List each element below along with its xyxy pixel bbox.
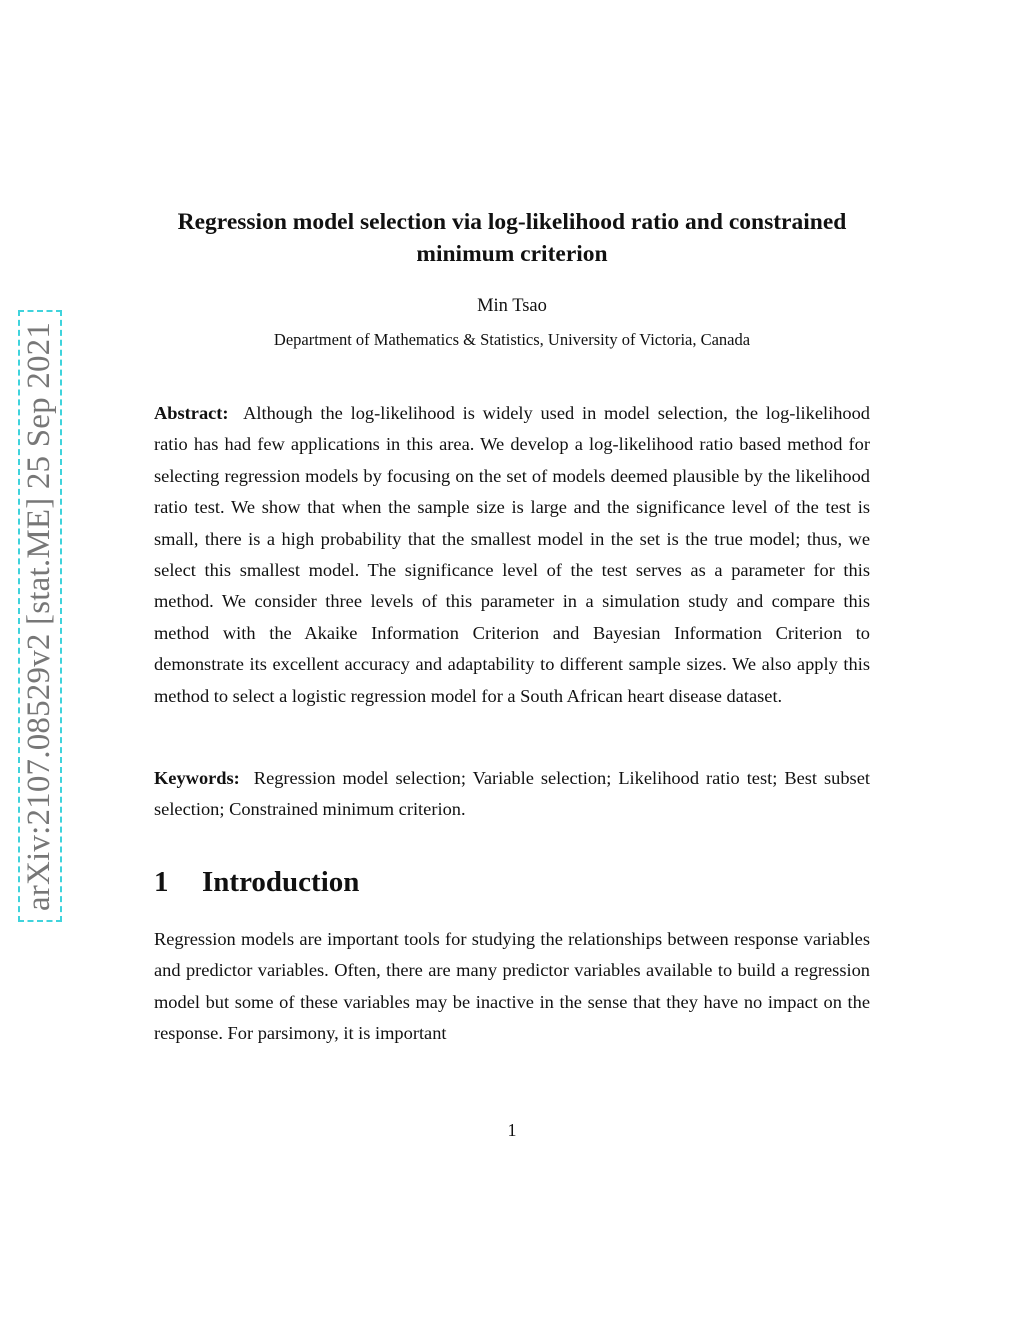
abstract	[154, 398, 870, 712]
keywords-label: Keywords:	[154, 768, 240, 788]
section-paragraph: Regression models are important tools for studying the relationships between response variables and predictor variables. Often, there are many predictor variables available to build a regression model but some of these variables may be inactive in the sense that they have no impact on the response. For parsimony, it is important	[154, 929, 870, 1044]
abstract-text: Although the log-likelihood is widely used in model selection, the log-likelihood ratio has had few applications in this area. We develop a log-likelihood ratio based method for selecting regression models by focusing on the set of models deemed plausible by the likelihood ratio test. We show that when the sample size is large and the significance level of the test is small, there is a high probability that the smallest model in the set is the true model; thus, we select this smallest model. The significance level of the test serves as a parameter for this method. We consider three levels of this parameter in a simulation study and compare this method with the Akaike Information Criterion and Bayesian Information Criterion to demonstrate its excellent accuracy and adaptability to different sample sizes. We also apply this method to select a logistic regression model for a South African heart disease dataset.	[154, 403, 870, 706]
arxiv-identifier: arXiv:2107.08529v2 [stat.ME] 25 Sep 2021	[21, 321, 58, 911]
keywords-text: Regression model selection; Variable selection; Likelihood ratio test; Best subset selection; Constrained minimum criterion.	[154, 768, 870, 820]
arxiv-stamp	[18, 310, 62, 922]
paper-title: Regression model selection via log-likelihood ratio and constrained minimum criterion	[177, 209, 847, 267]
author-name: Min Tsao	[477, 296, 547, 316]
keywords	[154, 763, 870, 826]
section-number: 1	[154, 866, 169, 898]
section-title: Introduction	[202, 866, 360, 898]
abstract-label: Abstract:	[154, 403, 229, 423]
section-heading	[154, 866, 359, 899]
author-affiliation: Department of Mathematics & Statistics, University of Victoria, Canada	[273, 330, 751, 349]
page-number: 1	[507, 1120, 517, 1140]
